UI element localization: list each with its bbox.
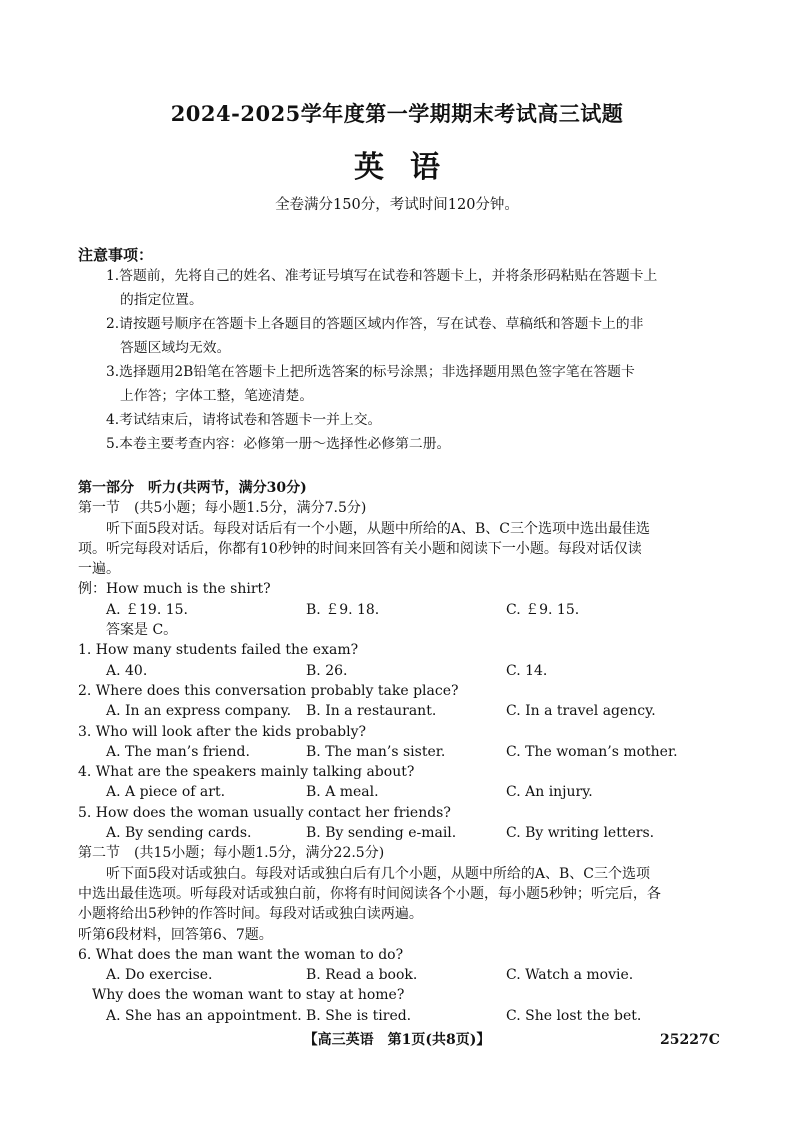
option-a: A. She has an appointment.: [106, 1007, 302, 1024]
option-b: B. A meal.: [306, 784, 379, 801]
option-b: B. 26.: [306, 662, 348, 679]
option-c: C. Watch a movie.: [506, 967, 634, 984]
section2-instruction: 小题将给出5秒钟的作答时间。每段对话或独白读两遍。: [78, 906, 423, 923]
option-c: C. 14.: [506, 662, 548, 679]
option-c: C. ￡9. 15.: [506, 601, 580, 618]
section1-instruction: 一遍。: [78, 561, 120, 578]
option-a: A. The man’s friend.: [106, 743, 250, 760]
option-b: B. ￡9. 18.: [306, 601, 380, 618]
section2-instruction: 听下面5段对话或独白。每段对话或独白后有几个小题，从题中所给的A、B、C三个选项: [106, 865, 651, 882]
option-a: A. In an express company.: [106, 703, 292, 720]
option-c: C. In a travel agency.: [506, 703, 656, 720]
option-c: C. By writing letters.: [506, 825, 655, 842]
notice-heading: 注意事项：: [78, 246, 154, 264]
option-a: A. A piece of art.: [106, 784, 226, 801]
question: Why does the woman want to stay at home?: [92, 987, 405, 1004]
question: 6. What does the man want the woman to do?: [78, 946, 404, 963]
question-options: [78, 661, 728, 681]
option-a: A. 40.: [106, 662, 148, 679]
section1-heading: 第一节 (共5小题；每小题1.5分，满分7.5分): [78, 500, 367, 517]
exam-subject: 英语: [354, 150, 466, 185]
option-b: B. The man’s sister.: [306, 743, 446, 760]
option-c: C. An injury.: [506, 784, 593, 801]
option-b: B. By sending e-mail.: [306, 825, 457, 842]
option-b: B. In a restaurant.: [306, 703, 437, 720]
section1-instruction: 听下面5段对话。每段对话后有一个小题，从题中所给的A、B、C三个选项中选出最佳选: [106, 520, 651, 537]
example-question: 例：How much is the shirt?: [78, 581, 271, 598]
example-options: [78, 600, 728, 620]
exam-title: 2024-2025学年度第一学期期末考试高三试题: [170, 101, 624, 126]
notice-item: 1.答题前，先将自己的姓名、准考证号填写在试卷和答题卡上，并将条形码粘贴在答题卡上 的指定位置。: [106, 268, 658, 308]
question-options: [78, 742, 728, 762]
question: 5. How does the woman usually contact her friends?: [78, 804, 451, 821]
question: 2. Where does this conversation probably take place?: [78, 682, 459, 699]
exam-info: 全卷满分150分，考试时间120分钟。: [275, 197, 519, 213]
question-options: [78, 782, 728, 802]
notice-item: 4.考试结束后，请将试卷和答题卡一并上交。: [106, 412, 382, 428]
option-a: A. ￡19. 15.: [106, 601, 188, 618]
question-options: [78, 823, 728, 843]
option-a: A. Do exercise.: [106, 967, 213, 984]
section2-heading: 第二节 (共15小题；每小题1.5分，满分22.5分): [78, 845, 385, 862]
question-options: [78, 1006, 728, 1026]
question-options: [78, 965, 728, 985]
page-footer: 【高三英语 第1页(共8页)】: [303, 1032, 491, 1048]
section1-instruction: 项。听完每段对话后，你都有10秒钟的时间来回答有关小题和阅读下一小题。每段对话仅读: [78, 540, 642, 557]
option-c: C. She lost the bet.: [506, 1007, 642, 1024]
notice-item: 2.请按题号顺序在答题卡上各题目的答题区域内作答，写在试卷、草稿纸和答题卡上的非 答题区域均无效。: [106, 316, 644, 356]
option-b: B. She is tired.: [306, 1007, 412, 1024]
option-a: A. By sending cards.: [106, 825, 252, 842]
option-b: B. Read a book.: [306, 967, 418, 984]
notice-item: 5.本卷主要考查内容：必修第一册～选择性必修第二册。: [106, 436, 451, 452]
notice-item: 3.选择题用2B铅笔在答题卡上把所选答案的标号涂黑；非选择题用黑色签字笔在答题卡 上作答；字体工整，笔迹清楚。: [106, 364, 635, 404]
option-c: C. The woman’s mother.: [506, 743, 678, 760]
notice-list: [106, 264, 726, 456]
question: 4. What are the speakers mainly talking about?: [78, 764, 415, 781]
listening-part: [78, 478, 728, 1026]
example-answer: 答案是 C。: [106, 622, 178, 639]
material-note: 听第6段材料，回答第6、7题。: [78, 926, 273, 943]
paper-code: 25227C: [660, 1032, 720, 1048]
question: 3. Who will look after the kids probably?: [78, 723, 366, 740]
part1-heading: 第一部分 听力(共两节，满分30分): [78, 480, 307, 496]
question: 1. How many students failed the exam?: [78, 642, 359, 659]
section2-instruction: 中选出最佳选项。听每段对话或独白前，你将有时间阅读各个小题，每小题5秒钟；听完后，各: [78, 885, 661, 902]
question-options: [78, 701, 728, 721]
